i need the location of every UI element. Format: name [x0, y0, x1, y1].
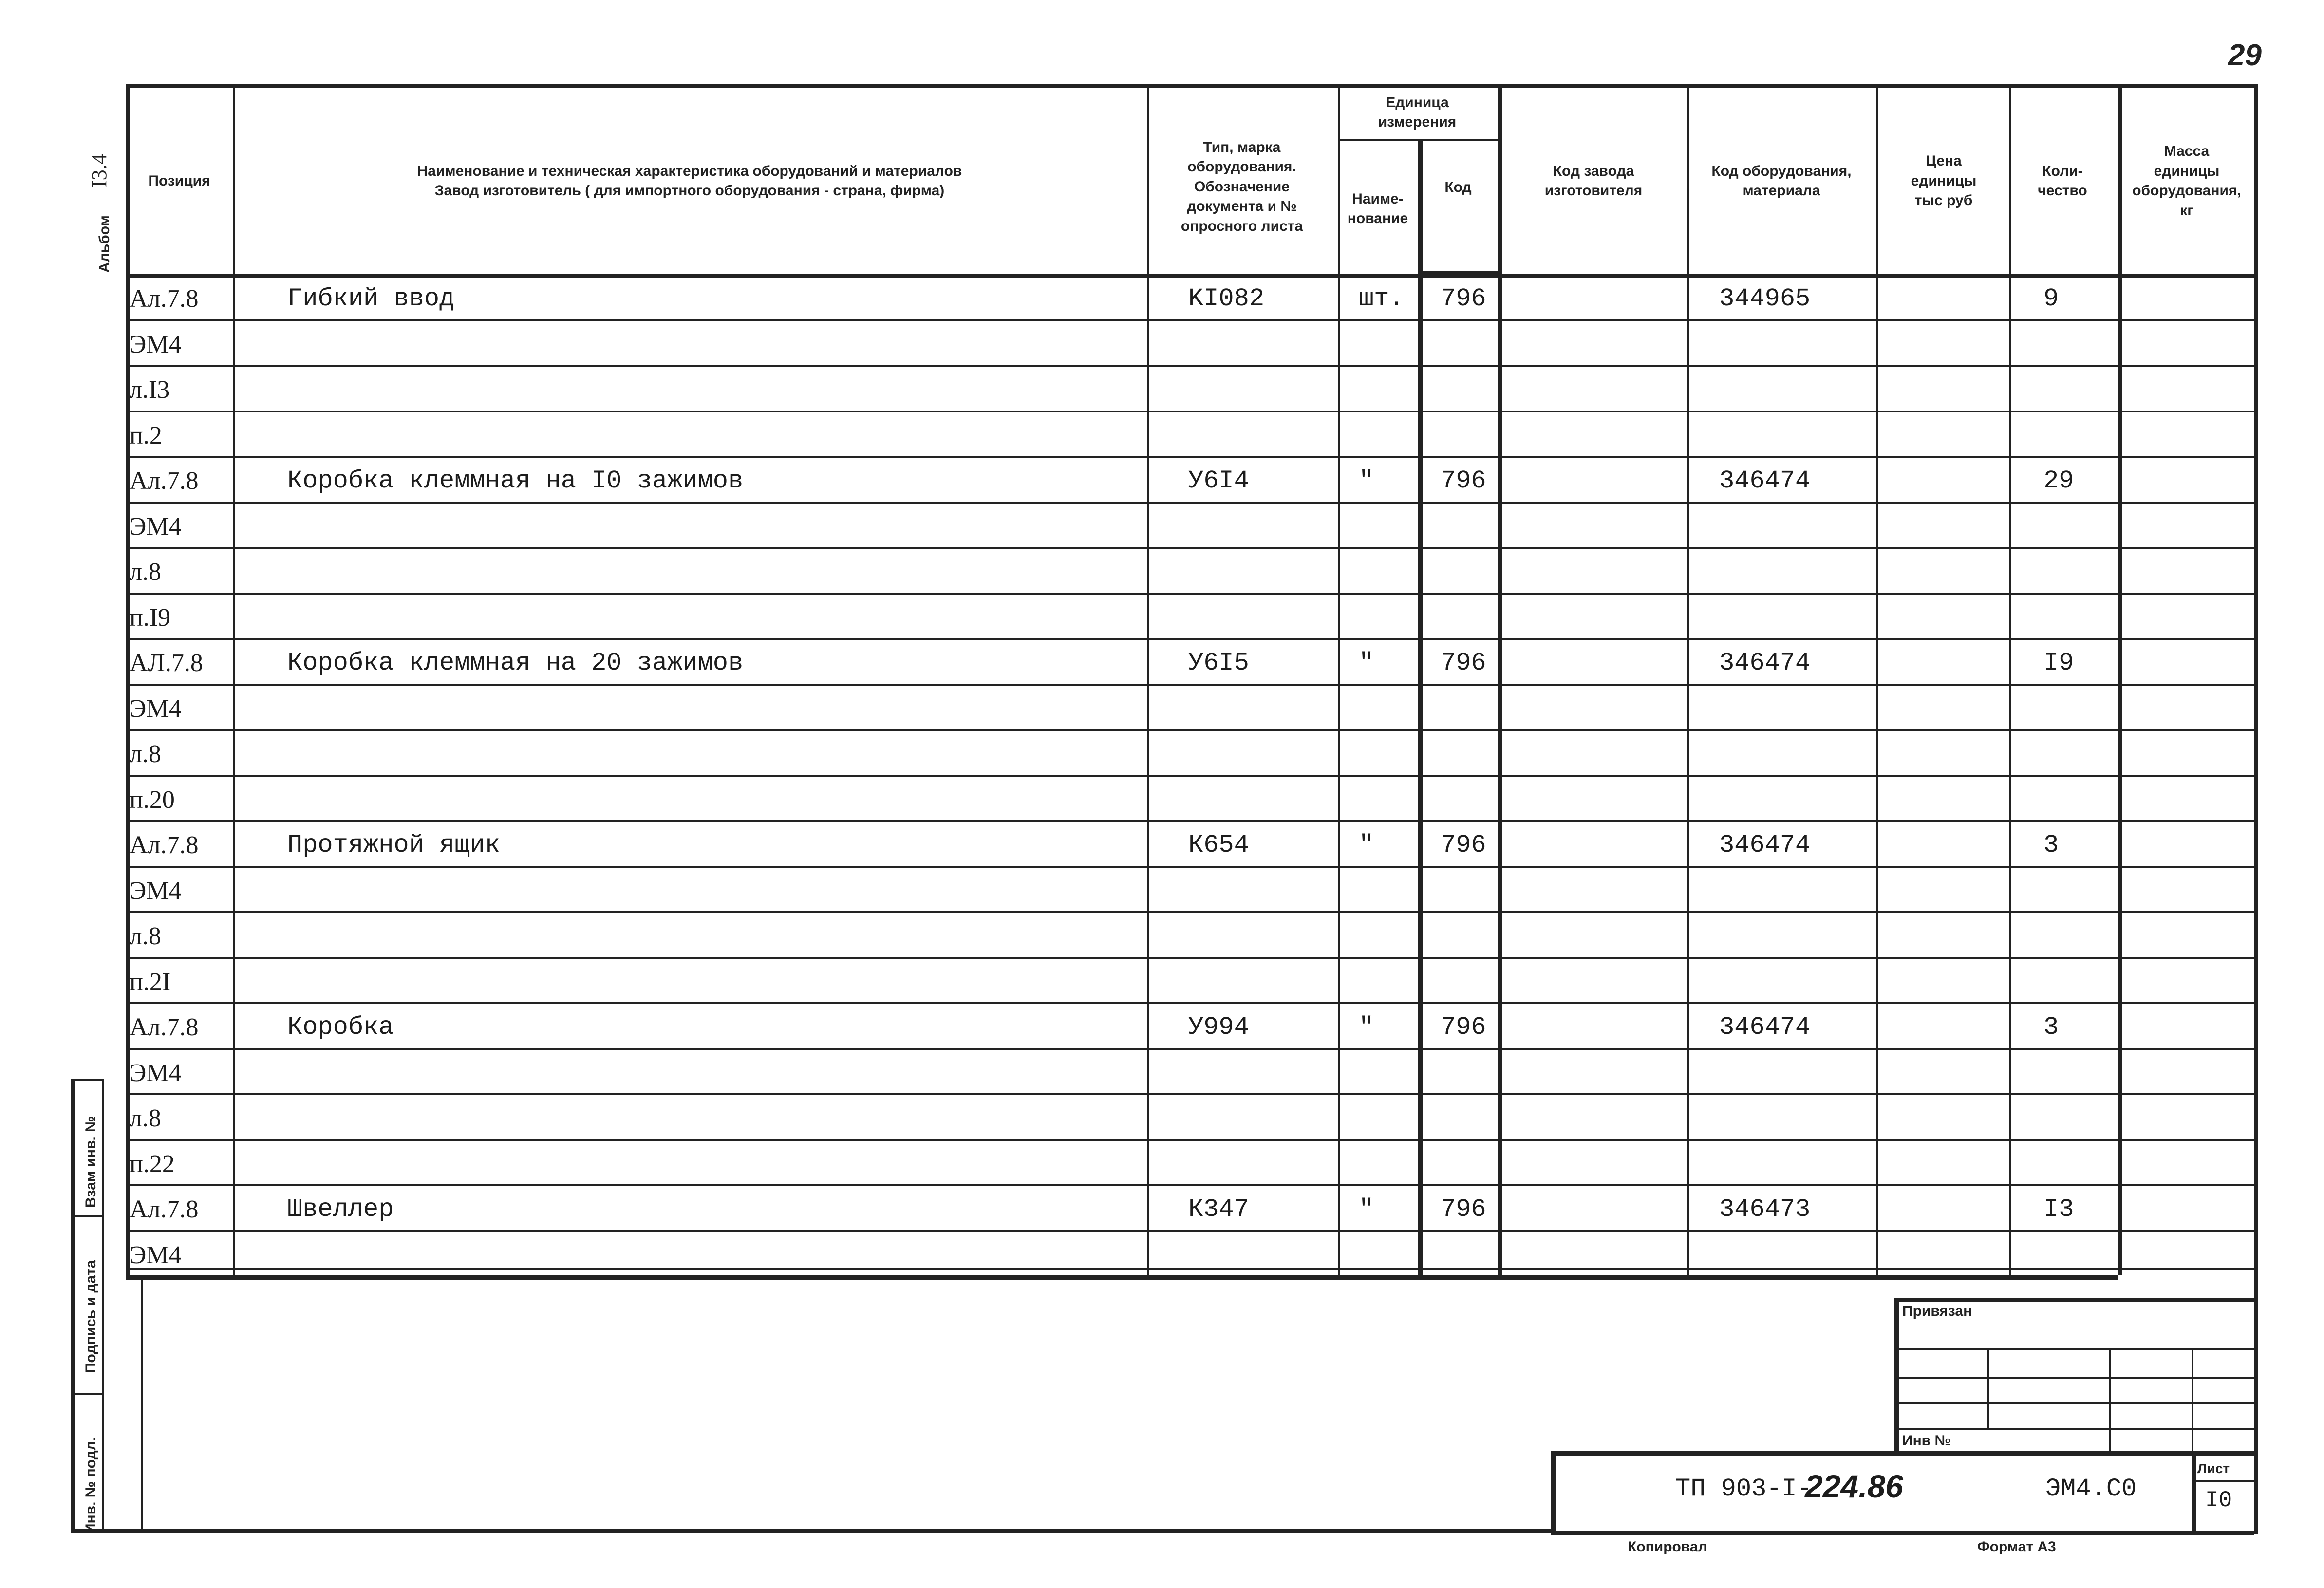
cell-unit-code: 796 [1441, 649, 1486, 677]
cell-position: Ал.7.8 [130, 467, 199, 495]
cell-position: Ал.7.8 [130, 1013, 199, 1041]
cell-unit-code: 796 [1441, 831, 1486, 859]
cell-type: KI082 [1188, 284, 1265, 313]
header-price: Цена единицы тыс руб [1911, 153, 1977, 209]
cell-position: л.8 [130, 922, 161, 950]
cell-unit-code: 796 [1441, 284, 1486, 313]
stamp-doc-number: 224.86 [1805, 1468, 1903, 1504]
stamp-doc-code: ЭМ4.С0 [2045, 1475, 2137, 1503]
cell-name: Гибкий ввод [287, 284, 455, 313]
cell-position: п.I9 [130, 603, 171, 632]
cell-equip-code: 346474 [1719, 649, 1811, 677]
cell-position: ЭМ4 [130, 1059, 182, 1087]
cell-unit: " [1359, 649, 1374, 677]
cell-quantity: I9 [2043, 649, 2074, 677]
stamp-doc-prefix: ТП 903-I- [1675, 1475, 1812, 1503]
cell-position: ЭМ4 [130, 512, 182, 541]
cell-position: ЭМ4 [130, 694, 182, 723]
cell-quantity: 3 [2043, 1013, 2059, 1042]
cell-unit-code: 796 [1441, 467, 1486, 495]
header-unit-code: Код [1444, 179, 1472, 195]
cell-quantity: 29 [2043, 467, 2074, 495]
album-label: Альбом [96, 215, 112, 273]
header-unit-name: Наиме- нование [1347, 190, 1408, 226]
side-stamp-podpis: Подпись и дата [83, 1260, 99, 1373]
album-value: I3.4 [87, 153, 111, 187]
page-number: 29 [2228, 38, 2262, 72]
header-qty: Коли- чество [2038, 163, 2087, 199]
cell-equip-code: 346474 [1719, 831, 1811, 859]
cell-type: У6I5 [1188, 649, 1249, 677]
cell-position: Ал.7.8 [130, 831, 199, 859]
header-mass: Масса единицы оборудования, кг [2132, 143, 2241, 219]
cell-position: л.8 [130, 1104, 161, 1132]
cell-equip-code: 344965 [1719, 284, 1811, 313]
cell-quantity: 9 [2043, 284, 2059, 313]
cell-unit: " [1359, 467, 1374, 495]
header-equip-code: Код оборудования, материала [1711, 163, 1852, 199]
stamp-list-value: I0 [2205, 1488, 2232, 1513]
header-position: Позиция [148, 172, 210, 189]
cell-type: У994 [1188, 1013, 1249, 1042]
cell-position: п.20 [130, 785, 175, 814]
cell-unit: " [1359, 831, 1374, 859]
cell-type: К347 [1188, 1195, 1249, 1224]
footer-copied: Копировал [1628, 1539, 1707, 1555]
cell-unit: шт. [1359, 284, 1405, 313]
cell-name: Коробка [287, 1013, 394, 1042]
stamp-privyazan: Привязан [1902, 1303, 1972, 1319]
cell-position: л.8 [130, 558, 161, 586]
stamp-inv-no: Инв № [1902, 1433, 1951, 1449]
cell-unit-code: 796 [1441, 1013, 1486, 1042]
cell-name: Коробка клеммная на 20 зажимов [287, 649, 744, 677]
cell-name: Коробка клеммная на I0 зажимов [287, 467, 744, 495]
header-type: Тип, марка оборудования. Обозначение документа и № опросного листа [1181, 139, 1303, 234]
cell-type: К654 [1188, 831, 1249, 859]
cell-position: Ал.7.8 [130, 1196, 199, 1223]
cell-position: п.22 [130, 1150, 175, 1178]
footer-format: Формат А3 [1977, 1539, 2056, 1555]
cell-equip-code: 346474 [1719, 1013, 1811, 1042]
cell-type: У6I4 [1188, 467, 1249, 495]
cell-position: ЭМ4 [130, 1241, 182, 1269]
cell-position: АЛ.7.8 [130, 649, 203, 677]
cell-quantity: 3 [2043, 831, 2059, 859]
cell-position: Ал.7.8 [130, 285, 199, 313]
cell-name: Швеллер [287, 1195, 394, 1224]
cell-equip-code: 346474 [1719, 467, 1811, 495]
cell-unit: " [1359, 1195, 1374, 1224]
stamp-list-label: Лист [2197, 1461, 2230, 1476]
cell-quantity: I3 [2043, 1195, 2074, 1224]
cell-name: Протяжной ящик [287, 831, 500, 859]
header-unit-group: Единица измерения [1378, 94, 1457, 130]
cell-position: л.I3 [130, 376, 170, 404]
cell-position: ЭМ4 [130, 877, 182, 905]
side-stamp-inv: Инв. № подл. [83, 1437, 99, 1534]
side-stamp-vzam: Взам инв. № [83, 1116, 99, 1208]
cell-position: ЭМ4 [130, 330, 182, 358]
cell-position: л.8 [130, 740, 161, 768]
cell-position: п.2I [130, 968, 171, 996]
cell-unit-code: 796 [1441, 1195, 1486, 1224]
cell-equip-code: 346473 [1719, 1195, 1811, 1224]
cell-unit: " [1359, 1013, 1374, 1042]
header-name: Наименование и техническая характеристика оборудований и материалов Завод изготовитель ( для импортного оборудования - страна, фирма) [417, 163, 962, 199]
header-factory-code: Код завода изготовителя [1544, 163, 1643, 199]
cell-position: п.2 [130, 421, 162, 449]
